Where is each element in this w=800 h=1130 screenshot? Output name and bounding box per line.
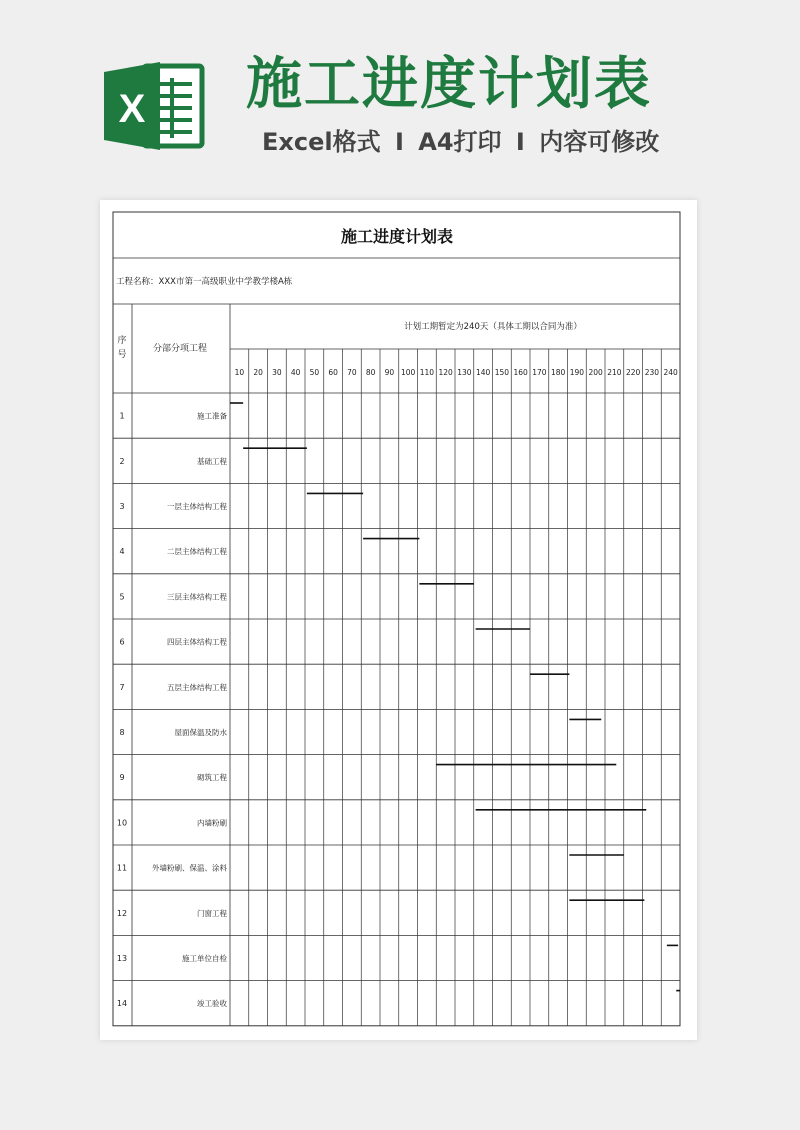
- day-tick-label: 20: [253, 368, 263, 377]
- task-name: 施工单位自检: [182, 954, 227, 963]
- task-seq: 14: [116, 999, 128, 1009]
- day-tick-label: 100: [400, 368, 416, 377]
- day-tick-label: 160: [513, 368, 528, 377]
- header-task: 分部分项工程: [152, 344, 208, 354]
- task-seq: 8: [119, 728, 125, 737]
- logo-letter: X: [118, 87, 146, 131]
- day-tick-label: 200: [588, 368, 603, 377]
- day-tick-label: 130: [457, 368, 472, 377]
- day-tick-labels: [235, 368, 678, 377]
- subtitle-separator: I: [515, 128, 525, 156]
- task-name: 基础工程: [197, 456, 227, 466]
- task-seq: 1: [119, 411, 125, 421]
- day-tick-label: 30: [272, 368, 282, 377]
- sheet-title: 施工进度计划表: [340, 227, 454, 246]
- subtitle-format: Excel格式: [262, 128, 381, 156]
- task-seq: 11: [116, 863, 128, 873]
- task-name: 二层主体结构工程: [167, 547, 227, 557]
- task-name: 竣工验收: [197, 999, 227, 1009]
- subtitle-separator: I: [394, 128, 404, 156]
- day-tick-label: 140: [475, 368, 491, 377]
- subtitle-editable: 内容可修改: [539, 128, 660, 156]
- day-tick-label: 40: [290, 368, 301, 377]
- task-seq: 3: [119, 502, 125, 511]
- day-tick-label: 10: [234, 368, 245, 377]
- task-name: 四层主体结构工程: [167, 637, 227, 647]
- task-name: 屋面保温及防水: [174, 728, 227, 737]
- header-seq-bottom: 号: [117, 350, 127, 360]
- task-seq: 2: [119, 456, 125, 466]
- schedule-sheet: [100, 200, 697, 1040]
- table-grid: [113, 212, 680, 1026]
- task-name: 五层主体结构工程: [167, 682, 227, 692]
- day-tick-label: 70: [347, 368, 357, 377]
- day-tick-label: 60: [328, 368, 338, 377]
- day-tick-label: 240: [663, 368, 678, 377]
- day-tick-label: 120: [438, 368, 453, 377]
- day-tick-label: 230: [644, 368, 660, 377]
- task-name: 外墙粉刷、保温、涂料: [152, 863, 227, 873]
- day-tick-label: 80: [365, 368, 376, 377]
- plan-duration-note: 计划工期暂定为240天（具体工期以合同为准）: [404, 322, 582, 332]
- task-seq: 7: [119, 682, 125, 692]
- banner-title: 施工进度计划表: [246, 52, 652, 117]
- task-name: 内墙粉刷: [197, 818, 227, 828]
- task-seq: 5: [119, 592, 125, 602]
- day-tick-label: 210: [607, 368, 622, 377]
- task-seq: 12: [116, 908, 128, 918]
- header-seq-top: 序: [117, 336, 127, 346]
- task-seq: 4: [119, 547, 125, 557]
- task-seq: 13: [116, 954, 128, 963]
- day-tick-label: 170: [532, 368, 547, 377]
- day-tick-label: 180: [550, 368, 566, 377]
- banner: [0, 0, 800, 190]
- banner-subtitle: [262, 126, 702, 158]
- task-name: 三层主体结构工程: [167, 592, 227, 602]
- day-tick-label: 50: [309, 368, 320, 377]
- task-seq: 6: [119, 637, 125, 647]
- task-seq: 10: [116, 818, 128, 828]
- task-name: 施工准备: [197, 411, 227, 421]
- day-tick-label: 190: [569, 368, 585, 377]
- task-name: 门窗工程: [197, 908, 227, 918]
- document-paper: [100, 200, 697, 1040]
- day-tick-label: 220: [625, 368, 641, 377]
- day-tick-label: 90: [384, 368, 395, 377]
- day-tick-label: 150: [494, 368, 510, 377]
- task-seq: 9: [119, 773, 125, 783]
- task-name: 一层主体结构工程: [167, 502, 227, 511]
- day-tick-label: 110: [419, 368, 435, 377]
- project-name: 工程名称：XXX市第一高级职业中学教学楼A栋: [116, 277, 293, 287]
- excel-logo-icon: [100, 58, 208, 154]
- task-name: 砌筑工程: [197, 773, 227, 783]
- subtitle-print: A4打印: [418, 128, 502, 156]
